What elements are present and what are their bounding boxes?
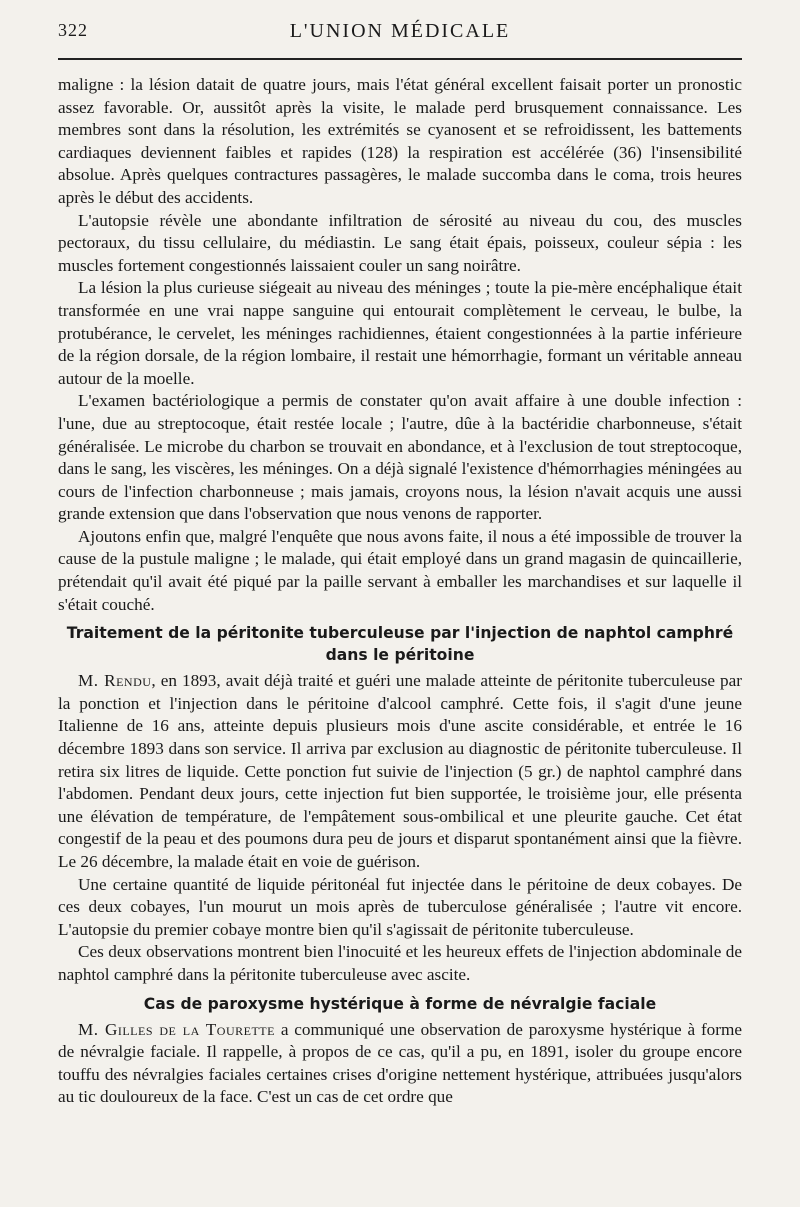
paragraph-conclusion: Ajoutons enfin que, malgré l'enquête que nous avons faite, il nous a été impossible de trouver la cause de la pustule maligne ; le malade, qui était employé dans un grand magasin de quincaillerie, prétendait qu'il avait été piqué par la paille servant à emballer les marchandises et sur laquelle il s'était couché. [58, 526, 742, 614]
section-heading-peritonitis: Traitement de la péritonite tuberculeuse par l'injection de naphtol camphré dans le péritoine [66, 624, 734, 665]
paragraph-continued: maligne : la lésion datait de quatre jours, mais l'état général excellent faisait porter un pronostic assez favorable. Or, aussitôt après la visite, le malade perd brusquement connaissance. Les membres sont dans la résolution, les extrémités se cyanosent et se refroidissent, les battements cardiaques deviennent faibles et rapides (128) la respiration est accélérée (36) l'insensibilité absolue. Après quelques contractures passagères, le malade succomba dans le coma, trois heures après le début des accidents. [58, 75, 742, 207]
paragraph-cobayes: Une certaine quantité de liquide péritonéal fut injectée dans le péritoine de deux cobayes. De ces deux cobayes, l'un mourut un mois après de tuberculose généralisée ; l'autre vit encore. L'autopsie du premier cobaye montre bien qu'il s'agissait de péritonite tuberculeuse. [58, 874, 742, 939]
paragraph-autopsy: L'autopsie révèle une abondante infiltration de sérosité au niveau du cou, des muscles pectoraux, du tissu cellulaire, du médiastin. Le sang était épais, poisseux, couleur sépia : les muscles fortement congestionnés laissaient couler un sang noirâtre. [58, 210, 742, 275]
paragraph-gilles-de-la-tourette [58, 1019, 742, 1109]
paragraph-text: , en 1893, avait déjà traité et guéri une malade atteinte de péritonite tuberculeuse par la ponction et l'injection dans le péritoine d'alcool camphré. Cette fois, il s'agit d'une jeune Italienne de 16 ans, atteinte depuis plusieurs mois d'une ascite considérable, et entrée le 16 décembre 1893 dans son service. Il arriva par exclusion au diagnostic de péritonite tuberculeuse. Il retira six litres de liquide. Cette ponction fut suivie de l'injection (5 gr.) de naphtol camphré dans l'abdomen. Pendant deux jours, cette injection fut bien supportée, le troisième jour, elle présenta une élévation de température, de l'empâtement sous-ombilical et une pleurite gauche. Cet état congestif de la peau et des poumons dura peu de jours et disparut spontanément ainsi que la fièvre. Le 26 décembre, la malade était en voie de guérison. [58, 671, 742, 871]
journal-title: L'UNION MÉDICALE [289, 20, 511, 42]
paragraph-text: a communiqué une observation de paroxysme hystérique à forme de névralgie faciale. Il rappelle, à propos de ce cas, qu'il a pu, en 1891, isoler du groupe encore touffu des névralgies faciales certaines crises d'origine nettement hystérique, attribuées jusqu'alors au tic douloureux de la face. C'est un cas de cet ordre que [58, 1019, 742, 1107]
paragraph-meninges: La lésion la plus curieuse siégeait au niveau des méninges ; toute la pie-mère encéphalique était transformée en une vrai nappe sanguine qui entourait complètement le cerveau, le bulbe, la protubérance, le cervelet, les méninges rachidiennes, étaient congestionnées à la partie inférieure de la région dorsale, de la région lombaire, il restait une hémorrhagie, formant un véritable anneau autour de la moelle. [58, 278, 742, 388]
page-number: 322 [58, 20, 88, 40]
paragraph-observations: Ces deux observations montrent bien l'inocuité et les heureux effets de l'injection abdominale de naphtol camphré dans la péritonite tuberculeuse avec ascite. [58, 942, 742, 984]
section-heading-hysteria: Cas de paroxysme hystérique à forme de névralgie faciale [143, 994, 657, 1013]
page [58, 18, 742, 1109]
paragraph-bacteriology: L'examen bactériologique a permis de constater qu'on avait affaire à une double infection : l'une, due au streptocoque, était restée locale ; l'autre, dûe à la bactéridie charbonneuse, s'était généralisée. Le microbe du charbon se trouvait en abondance, et à l'exclusion de tout streptocoque, dans le sang, les viscères, les méninges. On a déjà signalé l'existence d'hémorrhagies méningées au cours de l'infection charbonneuse ; mais jamais, croyons nous, la lésion n'avait acquis une aussi grande extension que dans l'observation que nous venons de rapporter. [58, 391, 742, 524]
header-rule [58, 58, 742, 60]
author-name: M. Rendu [78, 671, 152, 691]
author-name: M. Gilles de la Tourette [78, 1019, 275, 1039]
running-head [58, 18, 742, 44]
paragraph-rendu [58, 670, 742, 873]
